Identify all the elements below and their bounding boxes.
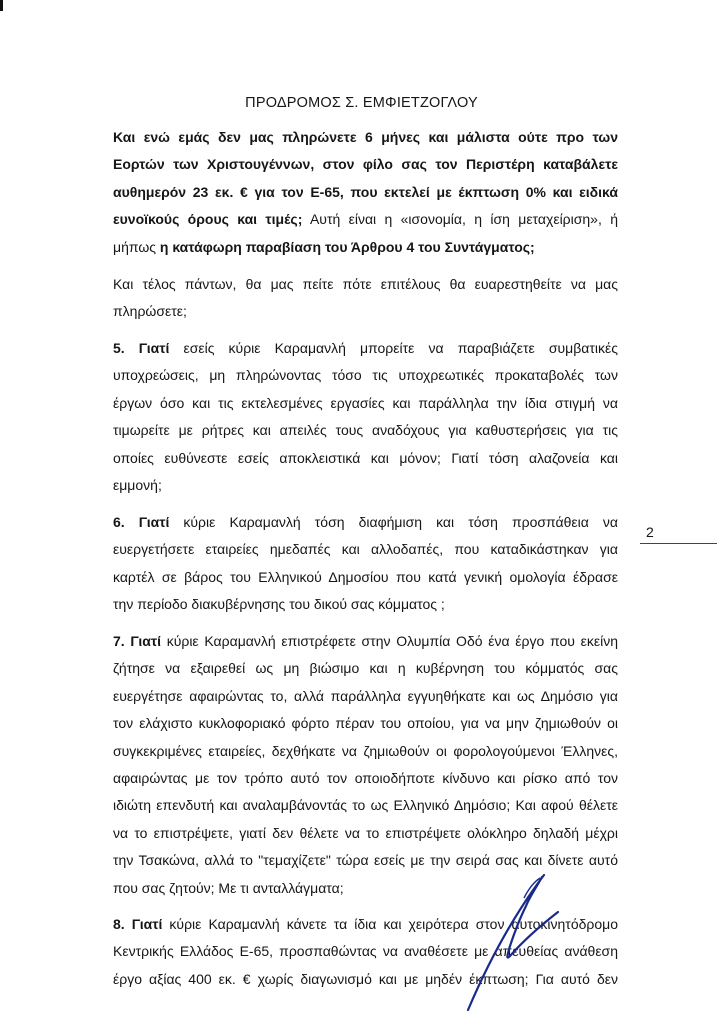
bold-text-run: αυθημερόν 23 εκ. € για τον Ε-65, που εκτελεί με έκπτωση 0% και ειδικά	[113, 183, 618, 200]
text-run: ευεργετήσετε εταιρείες ημεδαπές και αλλοδαπές, που καταδικάστηκαν για	[113, 541, 618, 558]
text-run: κύριε Καραμανλή κάνετε τα ίδια και χειρότερα στον αυτοκινητόδρομο	[162, 916, 618, 932]
text-line	[113, 564, 618, 591]
bold-text-run: Εορτών των Χριστουγέννων, στον φίλο σας τον Περιστέρη καταβάλετε	[113, 156, 618, 173]
text-line	[113, 234, 618, 261]
text-run: Αυτή είναι η «ισονομία, η ίση μεταχείριση», ή	[302, 211, 618, 228]
text-run: Και τέλος πάντων, θα μας πείτε πότε επιτέλους θα ευαρεστηθείτε να μας	[113, 276, 618, 292]
text-line	[113, 655, 618, 682]
text-line	[113, 298, 618, 325]
paragraph-question-6	[113, 509, 618, 619]
text-line	[113, 151, 618, 178]
text-line	[113, 335, 618, 362]
page-number-rule	[640, 543, 717, 544]
text-run: συγκεκριμένες εταιρείες, δεχθήκατε να ζημιωθούν οι φορολογούμενοι Έλληνες,	[113, 742, 618, 759]
text-line	[113, 472, 618, 499]
text-run: τον ελάχιστο κυκλοφοριακό φόρτο πέραν του οποίου, για να μην ζημιωθούν οι	[113, 715, 618, 732]
text-line	[113, 536, 618, 563]
text-line	[113, 417, 618, 444]
text-line	[113, 792, 618, 819]
handwritten-signature	[440, 860, 580, 1020]
scan-mark	[0, 0, 3, 11]
text-line	[113, 445, 618, 472]
text-line	[113, 738, 618, 765]
text-run: να το επιστρέψετε, γιατί δεν θέλετε να το επιστρέψετε ολόκληρο δηλαδή μέχρι	[113, 824, 618, 841]
text-run: έργων όσο και τις εκτελεσμένες εργασίες και παράλληλα την ίδια στιγμή να	[113, 394, 618, 411]
bold-text-run: ευνοϊκούς όρους και τιμές;	[113, 211, 303, 228]
bold-text-run: 8. Γιατί	[113, 916, 163, 932]
text-run: μήπως	[113, 238, 160, 255]
text-line	[113, 179, 618, 206]
text-run: πληρώσετε;	[113, 303, 187, 320]
text-run: ζήτησε να εξαιρεθεί ως μη βιώσιμο και η κυβέρνηση του κόμματός σας	[113, 660, 618, 677]
text-run: έργο αξίας 400 εκ. € χωρίς διαγωνισμό και με μηδέν έκπτωση; Για αυτό δεν	[113, 970, 618, 987]
text-run: την Τσακώνα, αλλά το "τεμαχίζετε" τώρα εσείς με την σειρά σας και δίνετε αυτό	[113, 852, 618, 869]
letterhead-title: ΠΡΟΔΡΟΜΟΣ Σ. ΕΜΦΙΕΤΖΟΓΛΟΥ	[245, 95, 478, 111]
text-line	[113, 509, 618, 536]
text-line	[113, 628, 618, 655]
text-line	[113, 710, 618, 737]
text-line	[113, 271, 618, 298]
bold-text-run: Και ενώ εμάς δεν μας πληρώνετε 6 μήνες και μάλιστα ούτε προ των	[113, 129, 618, 145]
bold-text-run: η κατάφωρη παραβίαση του Άρθρου 4 του Συντάγματος;	[159, 238, 535, 255]
text-line	[113, 124, 618, 151]
text-line	[113, 390, 618, 417]
paragraph-intro	[113, 124, 618, 261]
text-line	[113, 206, 618, 233]
text-run: καρτέλ σε βάρος του Ελληνικού Δημοσίου που κατά γενική ομολογία έδρασε	[113, 568, 618, 585]
text-line	[113, 820, 618, 847]
text-run: οποίες ευθύνεστε εσείς αποκλειστικά και μόνον; Γιατί τόση αλαζονεία και	[113, 449, 618, 466]
text-run: τιμωρείτε με ρήτρες και απειλές τους αναδόχους για καθυστερήσεις για τις	[113, 422, 618, 439]
text-line	[113, 683, 618, 710]
text-run: ιδιώτη επενδυτή και αναλαμβάνοντάς το ως Ελληνικό Δημόσιο; Και αφού θέλετε	[113, 797, 618, 814]
text-run: την περίοδο διακυβέρνησης του δικού σας κόμματος ;	[113, 596, 445, 613]
text-line	[113, 362, 618, 389]
text-line	[113, 591, 618, 618]
text-run: εμμονή;	[113, 476, 162, 493]
text-run: εσείς κύριε Καραμανλή μπορείτε να παραβιάζετε συμβατικές	[169, 340, 618, 356]
text-run: κύριε Καραμανλή επιστρέφετε στην Ολυμπία Οδό ένα έργο που εκείνη	[160, 633, 618, 649]
text-line	[113, 765, 618, 792]
paragraph-question-5	[113, 335, 618, 499]
bold-text-run: 7. Γιατί	[113, 633, 161, 649]
text-run: αφαιρώντας με τον τρόπο αυτό τον οποιοδήποτε κίνδυνο και ρίσκο από τον	[113, 769, 618, 786]
text-run: ευεργέτησε αφαιρώντας το, αλλά παράλληλα εγγυηθήκατε και ως Δημόσιο για	[113, 687, 618, 704]
bold-text-run: 5. Γιατί	[113, 340, 170, 356]
paragraph-payment	[113, 271, 618, 326]
bold-text-run: 6. Γιατί	[113, 514, 170, 530]
text-run: Κεντρικής Ελλάδος Ε-65, προσπαθώντας να αναθέσετε με απευθείας ανάθεση	[113, 943, 618, 960]
text-run: που σας ζητούν; Με τι ανταλλάγματα;	[113, 879, 344, 896]
text-run: κύριε Καραμανλή τόση διαφήμιση και τόση προσπάθεια να	[169, 514, 618, 530]
page-number: 2	[646, 524, 654, 540]
text-run: υποχρεώσεις, μη πληρώνοντας τόσο τις υποχρεωτικές προκαταβολές των	[113, 367, 618, 384]
